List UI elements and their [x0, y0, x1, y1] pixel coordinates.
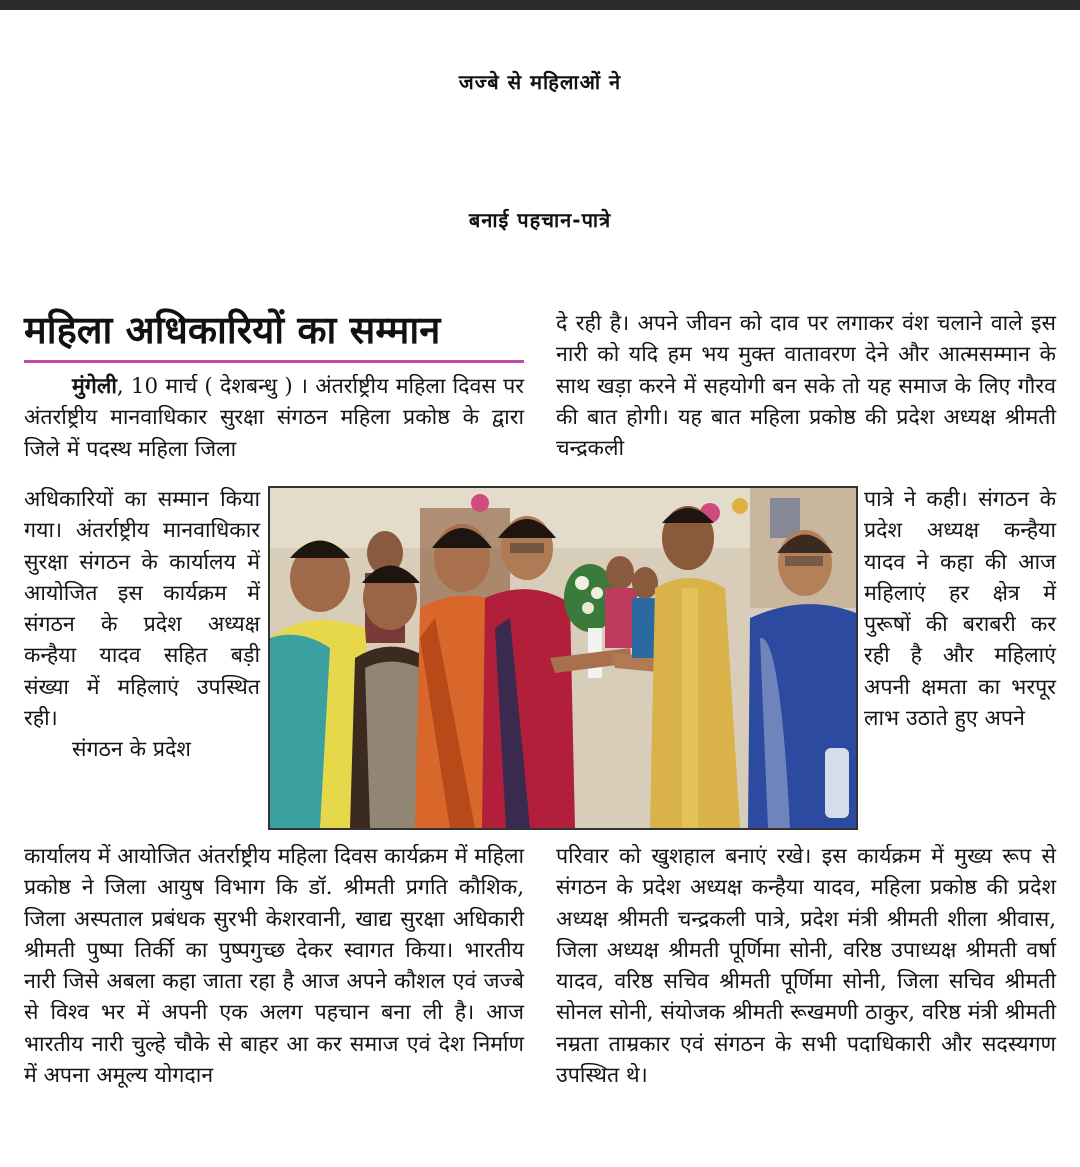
left-column-bottom [24, 841, 524, 1091]
left-wrap-paragraph-2: संगठन के प्रदेश [72, 737, 191, 763]
right-column-wrap [864, 484, 1056, 734]
right-column-bottom [556, 841, 1056, 1091]
left-bottom-paragraph: कार्यालय में आयोजित अंतर्राष्ट्रीय महिला दिवस कार्यक्रम में महिला प्रकोष्ठ ने जिला आयुष विभाग कि डॉ. श्रीमती प्रगति कौशिक, जिला अस्पताल प्रबंधक सुरभी केशरवानी, खाद्य सुरक्षा अधिकारी श्रीमती पुष्पा तिर्की का पुष्पगुच्छ देकर स्वागत किया। भारतीय नारी जिसे अबला कहा जाता रहा है आज अपने कौशल एवं जज्बे से विश्व भर में अपनी एक अलग पहचान बना ली है। आज भारतीय नारी चुल्हे चौके से बाहर आ कर समाज एवं देश निर्माण में अपना अमूल्य योगदान [24, 844, 524, 1089]
right-bottom-paragraph: परिवार को खुशहाल बनाएं रखे। इस कार्यक्रम में मुख्य रूप से संगठन के प्रदेश अध्यक्ष कन्हैया यादव, महिला प्रकोष्ठ की प्रदेश अध्यक्ष श्रीमती चन्द्रकली पात्रे, प्रदेश मंत्री श्रीमती शीला श्रीवास, जिला अध्यक्ष श्रीमती पूर्णिमा सोनी, वरिष्ठ उपाध्यक्ष श्रीमती वर्षा यादव, वरिष्ठ सचिव श्रीमती पूर्णिमा सोनी, जिला सचिव श्रीमती सोनल सोनी, संयोजक श्रीमती रूखमणी ठाकुर, वरिष्ठ मंत्री श्रीमती नम्रता ताम्रकार एवं संगठन के सभी पदाधिकारी और सदस्यगण उपस्थित थे। [556, 844, 1056, 1089]
intro-text: , 10 मार्च ( देशबन्धु ) । अंतर्राष्ट्रीय महिला दिवस पर अंतर्राष्ट्रीय मानवाधिकार सुरक्षा संगठन महिला प्रकोष्ठ के द्वारा जिले में पदस्थ महिला जिला [24, 374, 524, 462]
dateline: मुंगेली [72, 374, 117, 399]
left-column-wrap [24, 484, 260, 766]
subheadline-underline [24, 360, 524, 363]
headline-line-2: बनाई पहचान-पात्रे [468, 208, 612, 232]
left-column-intro [24, 371, 524, 465]
left-wrap-paragraph: अधिकारियों का सम्मान किया गया। अंतर्राष्ट्रीय मानवाधिकार सुरक्षा संगठन के कार्यालय में आयोजित इस कार्यक्रम में संगठन के प्रदेश अध्यक्ष कन्हैया यादव सहित बड़ी संख्या में महिलाएं उपस्थित रही। [24, 487, 260, 732]
right-top-paragraph: दे रही है। अपने जीवन को दाव पर लगाकर वंश चलाने वाले इस नारी को यदि हम भय मुक्त वातावरण देने और आत्मसम्मान के साथ खड़ा करने में सहयोगी बन सके तो यह समाज के लिए गौरव की बात होगी। यह बात महिला प्रकोष्ठ की प्रदेश अध्यक्ष श्रीमती चन्द्रकली [556, 311, 1056, 462]
event-photo [268, 486, 858, 830]
right-column-top [556, 308, 1056, 464]
headline-line-1: जज्बे से महिलाओं ने [458, 70, 622, 94]
group-photo-icon [270, 488, 856, 828]
right-wrap-paragraph: पात्रे ने कही। संगठन के प्रदेश अध्यक्ष कन्हैया यादव ने कहा की आज महिलाएं हर क्षेत्र में पुरूषों की बराबरी कर रही है और महिलाएं अपनी क्षमता का भरपूर लाभ उठाते हुए अपने [864, 487, 1056, 732]
subheadline: महिला अधिकारियों का सम्मान [24, 308, 441, 352]
top-bar [0, 0, 1080, 10]
